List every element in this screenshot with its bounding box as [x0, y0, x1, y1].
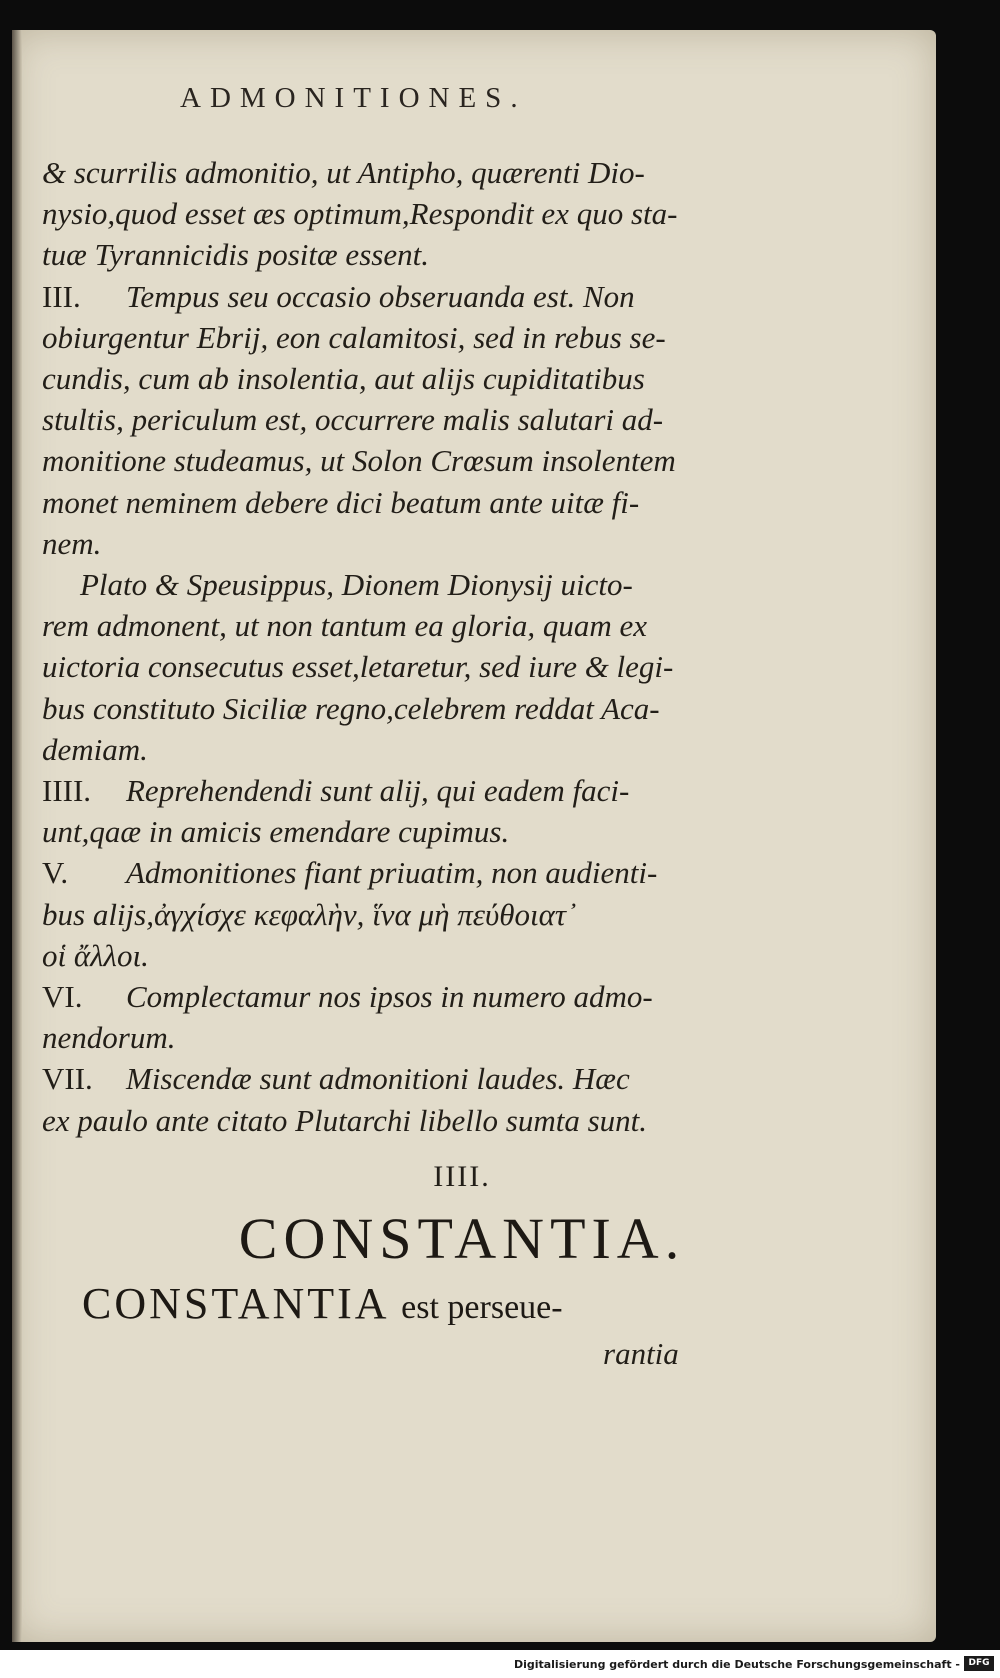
text-line [42, 897, 576, 933]
text-line [42, 732, 148, 768]
line-text: Plato & Speusippus, Dionem Dionysij uicto- [80, 567, 633, 602]
text-line [42, 320, 666, 356]
definition-line [82, 1278, 563, 1329]
line-text: οἱ ἄλλοι. [42, 937, 149, 973]
section-number: IIII. [433, 1160, 491, 1193]
line-text: unt,qaæ in amicis emendare cupimus. [42, 814, 510, 850]
definition-rest: est perseue- [401, 1289, 563, 1326]
line-numeral: VI. [42, 979, 83, 1014]
definition-caps: CONSTANTIA [82, 1279, 388, 1328]
text-line [42, 1103, 647, 1139]
line-text: nysio,quod esset æs optimum,Respondit ex quo sta- [42, 196, 678, 232]
page-gutter [12, 30, 22, 1642]
line-text: nendorum. [42, 1020, 176, 1056]
dfg-logo: DFG [964, 1656, 994, 1671]
line-numeral: III. [42, 278, 81, 314]
line-text: stultis, periculum est, occurrere malis salutari ad- [42, 402, 664, 438]
text-line [42, 155, 645, 191]
line-numeral: V. [42, 855, 69, 891]
text-line [42, 979, 653, 1015]
line-text: bus alijs,ἀγχίσχε κεφαλὴν, ἵνα μὴ πεύθοιατ᾽ [42, 896, 577, 932]
line-text: monet neminem debere dici beatum ante uitæ fi- [42, 484, 640, 520]
text-line [42, 814, 509, 850]
line-text: Complectamur nos ipsos in numero admo- [126, 979, 653, 1014]
text-line [42, 649, 673, 685]
section-title: CONSTANTIA. [238, 1206, 686, 1271]
footer-credit: Digitalisierung gefördert durch die Deutsche Forschungsgemeinschaft - [513, 1658, 960, 1671]
text-line [42, 855, 657, 891]
text-line [42, 773, 629, 809]
line-text: Tempus seu occasio obseruanda est. Non [126, 278, 635, 314]
text-line [42, 1020, 175, 1056]
catchword: rantia [603, 1336, 679, 1371]
text-line [42, 196, 677, 232]
line-text: Reprehendendi sunt alij, qui eadem faci- [126, 773, 630, 808]
text-line [42, 608, 647, 644]
line-text: bus constituto Siciliæ regno,celebrem reddat Aca- [42, 690, 660, 726]
line-numeral: VII. [42, 1061, 93, 1097]
line-text: tuæ Tyrannicidis positæ essent. [42, 237, 429, 273]
line-text: obiurgentur Ebrij, eon calamitosi, sed in rebus se- [42, 319, 666, 355]
text-line [42, 402, 663, 438]
line-text: nem. [42, 525, 102, 561]
text-line [42, 1061, 630, 1097]
line-text: ex paulo ante citato Plutarchi libello sumta sunt. [42, 1102, 647, 1138]
line-text: monitione studeamus, ut Solon Crœsum insolentem [42, 443, 676, 479]
line-numeral: IIII. [42, 773, 92, 808]
text-line [42, 938, 149, 974]
line-text: rem admonent, ut non tantum ea gloria, quam ex [42, 608, 647, 644]
text-line [42, 485, 639, 521]
text-line [42, 279, 635, 315]
line-text: Admonitiones fiant priuatim, non audienti- [126, 855, 658, 891]
text-line [42, 443, 676, 479]
line-text: & scurrilis admonitio, ut Antipho, quærenti Dio- [42, 155, 645, 190]
line-text: uictoria consecutus esset,letaretur, sed iure & legi- [42, 649, 674, 685]
text-line [42, 691, 660, 727]
text-line [42, 361, 645, 397]
text-line [80, 567, 633, 603]
line-text: demiam. [42, 731, 148, 767]
text-line [42, 526, 101, 562]
text-line [42, 237, 429, 273]
line-text: Miscendæ sunt admonitioni laudes. Hæc [126, 1061, 630, 1097]
line-text: cundis, cum ab insolentia, aut alijs cupiditatibus [42, 361, 645, 396]
running-head: ADMONITIONES. [180, 82, 527, 114]
